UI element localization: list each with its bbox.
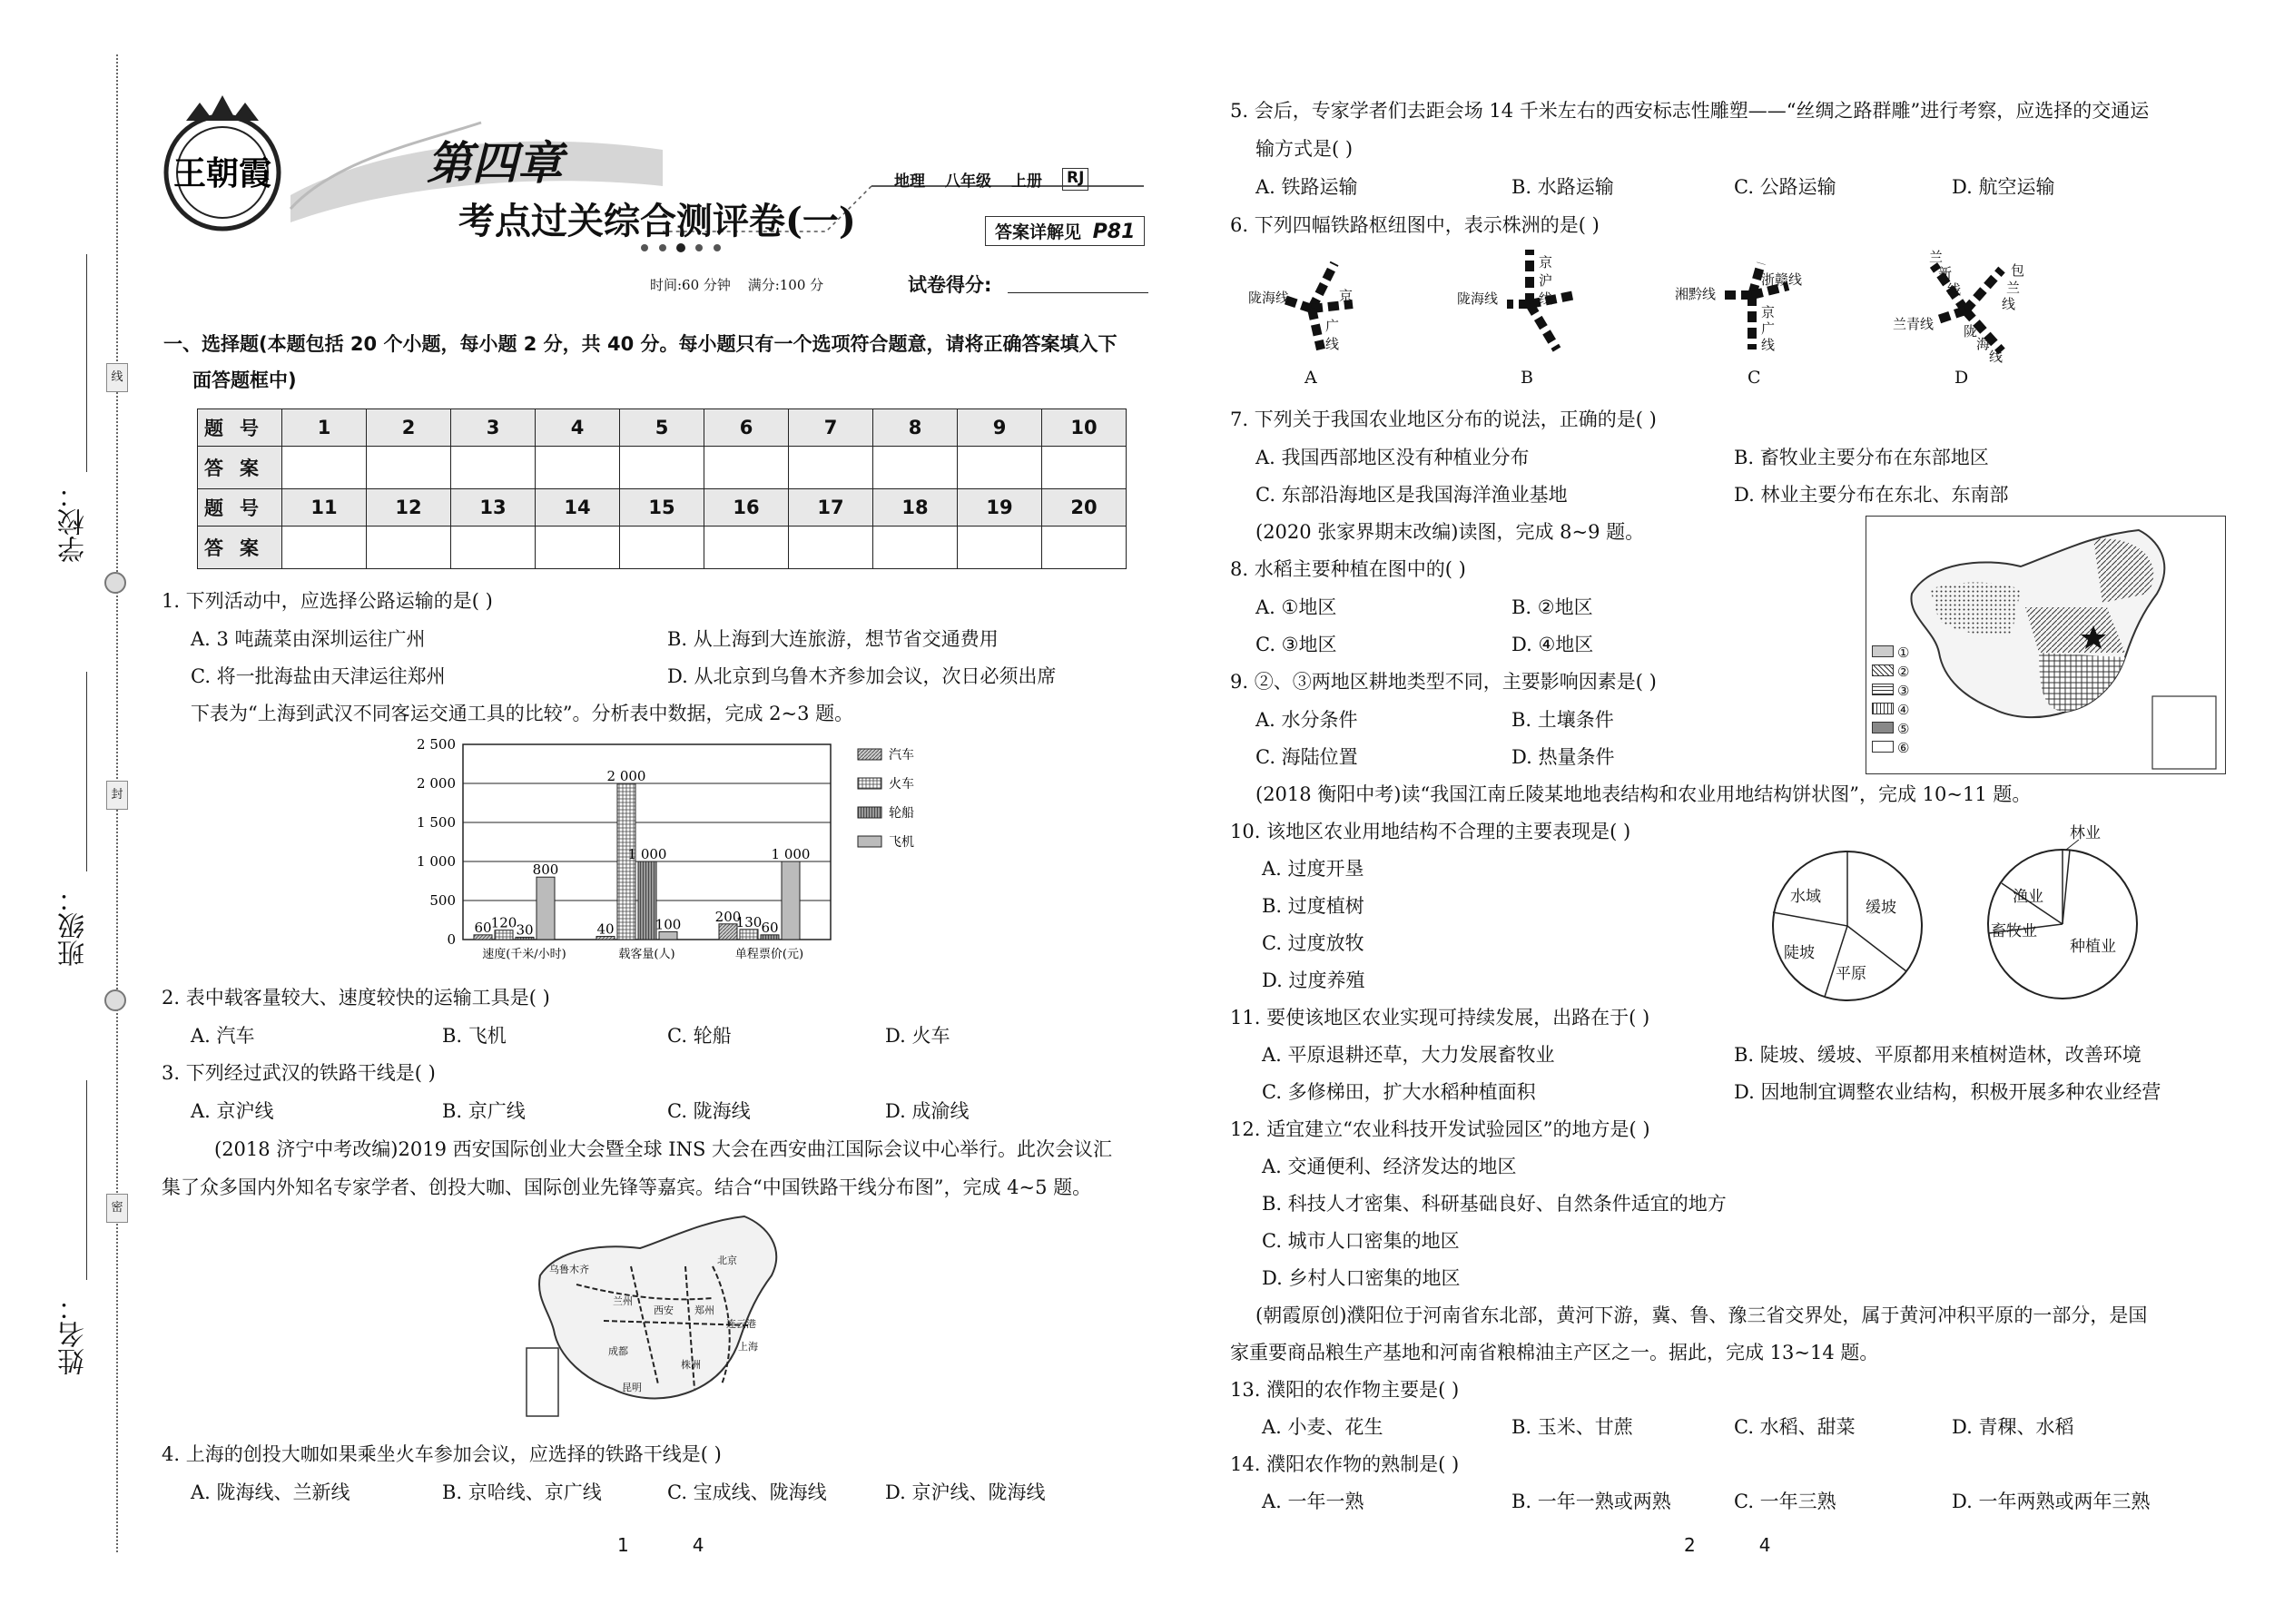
junction-lines xyxy=(1248,254,1375,363)
option-c[interactable]: C. 多修梯田，扩大水稻种植面积 xyxy=(1262,1081,1536,1103)
line-label: 兰青线 xyxy=(1893,316,1935,332)
option-c[interactable]: C. 海陆位置 xyxy=(1255,746,1358,768)
page-number xyxy=(617,1534,704,1556)
logo-icon xyxy=(168,123,286,241)
line-label: 线 xyxy=(2002,296,2016,312)
answer-cell[interactable] xyxy=(451,527,536,569)
legend-label: 飞机 xyxy=(889,835,914,850)
question-number: 14 xyxy=(536,489,620,527)
question-number: 9 xyxy=(958,409,1042,447)
pie-label: 水域 xyxy=(1790,888,1821,906)
header-decoration xyxy=(154,86,1153,295)
x-category-label: 单程票价(元) xyxy=(734,948,804,961)
table-row xyxy=(198,527,1127,569)
score-label: 试卷得分: xyxy=(908,274,992,296)
option-d[interactable]: D. 热量条件 xyxy=(1511,746,1615,768)
option-b[interactable]: B. 土壤条件 xyxy=(1511,709,1614,731)
svg-text:王朝霞: 王朝霞 xyxy=(172,154,272,192)
page-number xyxy=(1684,1534,1770,1556)
y-tick-label: 2 000 xyxy=(417,775,456,792)
table-row xyxy=(198,409,1127,447)
answer-cell[interactable] xyxy=(620,527,704,569)
option-letter: A xyxy=(1305,368,1317,388)
question-stem: 1. 下列活动中，应选择公路运输的是( ) xyxy=(162,590,493,612)
intro-13-14-cont: 家重要商品粮生产基地和河南省粮棉油主产区之一。据此，完成 13~14 题。 xyxy=(1230,1342,1879,1363)
data-label: 40 xyxy=(596,920,615,938)
legend-label: ② xyxy=(1897,664,1910,680)
page-total: 4 xyxy=(692,1534,704,1556)
option-c[interactable]: C. ③地区 xyxy=(1255,634,1337,655)
option-a[interactable]: A. 3 吨蔬菜由深圳运往广州 xyxy=(191,628,426,650)
data-label: 120 xyxy=(490,914,517,931)
class-label: 班级： xyxy=(58,885,90,967)
legend-swatch xyxy=(858,778,881,789)
option-a[interactable]: A. 小麦、花生 xyxy=(1262,1416,1383,1438)
y-tick-label: 500 xyxy=(429,892,456,909)
answer-page: P81 xyxy=(1092,221,1136,243)
volume-tag: 上册 xyxy=(1011,172,1042,191)
bar xyxy=(638,861,656,940)
option-a[interactable]: A. 陇海线、兰新线 xyxy=(191,1481,350,1503)
option-d[interactable]: D. 乡村人口密集的地区 xyxy=(1262,1267,1461,1289)
bar xyxy=(782,861,800,940)
y-tick-label: 0 xyxy=(447,931,456,948)
legend-label: ③ xyxy=(1897,683,1910,699)
answer-cell[interactable] xyxy=(536,447,620,489)
legend-item xyxy=(1872,720,1909,739)
option-b[interactable]: B. ②地区 xyxy=(1511,596,1593,618)
page-title: 考点过关综合测评卷(一) xyxy=(458,200,856,242)
option-letter: B xyxy=(1521,368,1533,388)
option-d[interactable]: D. 航空运输 xyxy=(1952,176,2055,198)
option-b[interactable]: B. 从上海到大连旅游，想节省交通费用 xyxy=(667,628,999,650)
line-label: 线 xyxy=(1539,290,1553,307)
option-a[interactable]: A. 交通便利、经济发达的地区 xyxy=(1262,1156,1517,1177)
city-label: 株洲 xyxy=(681,1359,701,1371)
line-label: 线 xyxy=(1947,281,1962,298)
option-a[interactable]: A. 京沪线 xyxy=(191,1100,274,1122)
legend-label: ① xyxy=(1897,645,1910,661)
option-c[interactable]: C. 将一批海盐由天津运往郑州 xyxy=(191,665,446,687)
line-label: 湘黔线 xyxy=(1675,286,1717,302)
pie-label: 种植业 xyxy=(2070,938,2116,956)
option-c[interactable]: C. 水稻、甜菜 xyxy=(1734,1416,1856,1438)
bar xyxy=(659,931,677,940)
data-label: 1 000 xyxy=(771,846,811,862)
legend-label: 火车 xyxy=(889,777,914,792)
option-d[interactable]: D. 一年两熟或两年三熟 xyxy=(1952,1491,2151,1512)
line-label: 陇 xyxy=(1964,323,1978,340)
question-number: 18 xyxy=(873,489,958,527)
option-a[interactable]: A. 汽车 xyxy=(191,1025,255,1047)
exam-full-score: 满分:100 分 xyxy=(747,277,824,293)
grade-tags xyxy=(894,168,1088,191)
option-a[interactable]: A. 水分条件 xyxy=(1255,709,1358,731)
answer-cell[interactable] xyxy=(282,447,367,489)
answer-cell[interactable] xyxy=(704,527,789,569)
city-label: 昆明 xyxy=(622,1382,642,1393)
city-label: 西安 xyxy=(654,1304,674,1316)
question-6-stem: 6. 下列四幅铁路枢纽图中，表示株洲的是( ) xyxy=(1230,214,1600,236)
legend-item xyxy=(1872,739,1909,758)
question-number: 16 xyxy=(704,489,789,527)
china-railway-map xyxy=(522,1212,794,1425)
line-label: 线 xyxy=(1989,349,2004,365)
question-stem: 8. 水稻主要种植在图中的( ) xyxy=(1230,558,1466,580)
option-d[interactable]: D. 因地制宜调整农业结构，积极开展多种农业经营 xyxy=(1734,1081,2161,1103)
question-number: 13 xyxy=(451,489,536,527)
option-b[interactable]: B. 水路运输 xyxy=(1511,176,1614,198)
pie-shape xyxy=(1984,820,2142,1001)
option-b[interactable]: B. 过度植树 xyxy=(1262,895,1364,917)
binding-ring-icon xyxy=(104,989,126,1011)
option-c[interactable]: C. 一年三熟 xyxy=(1734,1491,1836,1512)
answer-cell[interactable] xyxy=(704,447,789,489)
table-row xyxy=(198,489,1127,527)
question-stem: 11. 要使该地区农业实现可持续发展，出路在于( ) xyxy=(1230,1007,1650,1029)
question-stem: 13. 濮阳的农作物主要是( ) xyxy=(1230,1379,1460,1401)
question-number: 6 xyxy=(704,409,789,447)
legend-label: ⑤ xyxy=(1897,721,1910,737)
bar xyxy=(537,877,555,940)
option-c[interactable]: C. 轮船 xyxy=(667,1025,732,1047)
pie-label: 林业 xyxy=(2070,824,2101,842)
option-a[interactable]: A. ①地区 xyxy=(1255,596,1337,618)
option-a[interactable]: A. 我国西部地区没有种植业分布 xyxy=(1255,447,1530,468)
option-c[interactable]: C. 东部沿海地区是我国海洋渔业基地 xyxy=(1255,484,1568,506)
answer-cell[interactable] xyxy=(873,447,958,489)
line-label: 广 xyxy=(1325,318,1340,334)
section-heading-cont: 面答题框中) xyxy=(192,369,297,391)
question-stem: 5. 会后，专家学者们去距会场 14 千米左右的西安标志性雕塑——“丝绸之路群雕”进行考察，应选择的交通运 xyxy=(1230,100,2150,122)
score-field[interactable] xyxy=(1008,292,1148,293)
intro-8-9: (2020 张家界期末改编)读图，完成 8~9 题。 xyxy=(1255,521,1645,543)
y-tick-label: 1 500 xyxy=(417,814,456,831)
x-category-label: 载客量(人) xyxy=(618,948,675,961)
data-label: 30 xyxy=(516,921,534,939)
question-number: 8 xyxy=(873,409,958,447)
line-label: 线 xyxy=(1325,336,1340,352)
question-number: 7 xyxy=(789,409,873,447)
legend-item xyxy=(1872,682,1909,701)
intro-4-5-cont: 集了众多国内外知名专家学者、创投大咖、国际创业先锋等嘉宾。结合“中国铁路干线分布图”，完成 4~5 题。 xyxy=(162,1176,1092,1198)
junction-diagram-b[interactable] xyxy=(1457,245,1602,390)
legend-swatch xyxy=(858,836,881,847)
data-label: 60 xyxy=(761,919,779,936)
option-a[interactable]: A. 平原退耕还草，大力发展畜牧业 xyxy=(1262,1044,1555,1066)
city-label: 乌鲁木齐 xyxy=(549,1264,589,1275)
question-stem: 3. 下列经过武汉的铁路干线是( ) xyxy=(162,1062,436,1084)
data-label: 60 xyxy=(474,919,492,936)
question-number: 15 xyxy=(620,489,704,527)
name-label: 姓名： xyxy=(58,1294,90,1375)
answer-cell[interactable] xyxy=(789,527,873,569)
option-c[interactable]: C. 过度放牧 xyxy=(1262,932,1364,954)
intro-4-5: (2018 济宁中考改编)2019 西安国际创业大会暨全球 INS 大会在西安曲江国际会议中心举行。此次会议汇 xyxy=(214,1138,1113,1160)
legend-label: ④ xyxy=(1897,702,1910,718)
page-current: 2 xyxy=(1684,1534,1696,1556)
pie-label: 畜牧业 xyxy=(1991,922,2037,940)
question-stem: 14. 濮阳农作物的熟制是( ) xyxy=(1230,1453,1460,1475)
pie-label: 渔业 xyxy=(2013,888,2043,906)
line-label: 京 xyxy=(1761,304,1776,320)
junction-diagram-d[interactable] xyxy=(1893,247,2043,390)
question-stem: 2. 表中载客量较大、速度较快的运输工具是( ) xyxy=(162,987,550,1009)
option-b[interactable]: B. 一年一熟或两熟 xyxy=(1511,1491,1671,1512)
intro-10-11: (2018 衡阳中考)读“我国江南丘陵某地地表结构和农业用地结构饼状图”，完成 10~11 题。 xyxy=(1255,783,2032,805)
answer-cell[interactable] xyxy=(282,527,367,569)
answer-reference xyxy=(985,216,1145,246)
line-label: 线 xyxy=(1761,337,1776,353)
data-label: 130 xyxy=(735,913,763,930)
bar xyxy=(740,930,758,940)
city-label: 兰州 xyxy=(613,1295,633,1307)
option-c[interactable]: C. 城市人口密集的地区 xyxy=(1262,1230,1460,1252)
data-label: 1 000 xyxy=(627,846,667,862)
data-label: 200 xyxy=(714,908,742,925)
answer-cell[interactable] xyxy=(958,527,1042,569)
option-letter: C xyxy=(1748,368,1761,388)
question-stem: 7. 下列关于我国农业地区分布的说法，正确的是( ) xyxy=(1230,408,1657,430)
question-number: 20 xyxy=(1042,489,1127,527)
transport-bar-chart xyxy=(399,735,980,971)
legend-item xyxy=(1872,644,1909,663)
x-category-label: 速度(千米/小时) xyxy=(482,948,566,961)
seal-mark: 线 xyxy=(106,363,128,392)
option-b[interactable]: B. 科技人才密集、科研基础良好、自然条件适宜的地方 xyxy=(1262,1193,1727,1215)
line-label: 新 xyxy=(1938,265,1953,281)
map-legend xyxy=(1872,644,1909,758)
bar xyxy=(495,930,513,940)
question-number: 11 xyxy=(282,489,367,527)
answer-cell[interactable] xyxy=(1042,527,1127,569)
question-stem: 4. 上海的创投大咖如果乘坐火车参加会议，应选择的铁路干线是( ) xyxy=(162,1443,722,1465)
option-b[interactable]: B. 飞机 xyxy=(442,1025,507,1047)
intro-13-14: (朝霞原创)濮阳位于河南省东北部，黄河下游，冀、鲁、豫三省交界处，属于黄河冲积平原的一部分，是国 xyxy=(1255,1304,2148,1326)
china-agriculture-map xyxy=(1866,516,2226,774)
option-a[interactable]: A. 过度开垦 xyxy=(1262,858,1364,880)
pie-label: 陡坡 xyxy=(1784,944,1815,962)
option-c[interactable]: C. 宝成线、陇海线 xyxy=(667,1481,827,1503)
option-b[interactable]: B. 京哈线、京广线 xyxy=(442,1481,602,1503)
legend-label: 轮船 xyxy=(889,806,914,821)
exam-time: 时间:60 分钟 xyxy=(650,277,731,293)
terrain-pie-chart xyxy=(1770,849,1925,1003)
answer-ref-text: 答案详解见 xyxy=(995,222,1082,242)
option-letter: D xyxy=(1954,368,1969,388)
question-number: 17 xyxy=(789,489,873,527)
option-a[interactable]: A. 一年一熟 xyxy=(1262,1491,1364,1512)
question-number-header: 题号 xyxy=(198,489,282,527)
option-c[interactable]: C. 公路运输 xyxy=(1734,176,1836,198)
line-label: 沪 xyxy=(1539,272,1553,289)
land-use-pie-chart xyxy=(1984,820,2142,1001)
option-d[interactable]: D. 林业主要分布在东北、东南部 xyxy=(1734,484,2009,506)
option-b[interactable]: B. 京广线 xyxy=(442,1100,526,1122)
option-d[interactable]: D. 过度养殖 xyxy=(1262,969,1365,991)
option-d[interactable]: D. 青稞、水稻 xyxy=(1952,1416,2074,1438)
city-label: 成都 xyxy=(608,1345,628,1357)
city-label: 连云港 xyxy=(726,1318,756,1330)
y-tick-label: 1 000 xyxy=(417,853,456,870)
subject-tag: 地理 xyxy=(894,172,925,191)
answer-cell[interactable] xyxy=(536,527,620,569)
option-d[interactable]: D. 火车 xyxy=(885,1025,950,1047)
pie-label: 平原 xyxy=(1836,965,1866,983)
edition-tag: RJ xyxy=(1062,168,1088,191)
legend-label: ⑥ xyxy=(1897,740,1910,756)
intro-2-3: 下表为“上海到武汉不同客运交通工具的比较”。分析表中数据，完成 2~3 题。 xyxy=(191,703,854,724)
city-label: 上海 xyxy=(738,1341,758,1353)
answer-cell[interactable] xyxy=(367,527,451,569)
option-d[interactable]: D. 从北京到乌鲁木齐参加会议，次日必须出席 xyxy=(667,665,1057,687)
answer-cell[interactable] xyxy=(1042,447,1127,489)
question-stem: 10. 该地区农业用地结构不合理的主要表现是( ) xyxy=(1230,821,1631,842)
data-label: 2 000 xyxy=(606,768,646,784)
grade-tag: 八年级 xyxy=(945,172,991,191)
option-b[interactable]: B. 陡坡、缓坡、平原都用来植树造林，改善环境 xyxy=(1734,1044,2141,1066)
legend-swatch xyxy=(858,749,881,760)
answer-table xyxy=(197,408,1127,569)
question-stem: 12. 适宜建立“农业科技开发试验园区”的地方是( ) xyxy=(1230,1118,1650,1140)
option-b[interactable]: B. 玉米、甘蔗 xyxy=(1511,1416,1633,1438)
map-outline xyxy=(1866,517,2225,773)
line-label: 海 xyxy=(1976,336,1991,352)
bar xyxy=(719,924,737,940)
junction-diagram-a[interactable] xyxy=(1248,254,1375,390)
school-label: 学校： xyxy=(58,481,90,563)
answer-cell[interactable] xyxy=(451,447,536,489)
answer-cell[interactable] xyxy=(789,447,873,489)
legend-label: 汽车 xyxy=(889,748,914,763)
question-number: 10 xyxy=(1042,409,1127,447)
line-label: 浙赣线 xyxy=(1761,271,1803,288)
seal-mark: 封 xyxy=(106,781,128,810)
option-d[interactable]: D. 成渝线 xyxy=(885,1100,970,1122)
question-number: 1 xyxy=(282,409,367,447)
page-current: 1 xyxy=(617,1534,629,1556)
option-a[interactable]: A. 铁路运输 xyxy=(1255,176,1358,198)
seal-mark: 密 xyxy=(106,1194,128,1223)
question-number: 19 xyxy=(958,489,1042,527)
option-d[interactable]: D. 京沪线、陇海线 xyxy=(885,1481,1046,1503)
line-label: 陇海线 xyxy=(1248,290,1290,306)
answer-cell[interactable] xyxy=(367,447,451,489)
legend-item xyxy=(1872,701,1909,720)
option-c[interactable]: C. 陇海线 xyxy=(667,1100,751,1122)
answer-header: 答案 xyxy=(198,527,282,569)
question-number: 2 xyxy=(367,409,451,447)
section-heading: 一、选择题(本题包括 20 个小题，每小题 2 分，共 40 分。每小题只有一个选项符合题意，请将正确答案填入下 xyxy=(163,333,1117,355)
pie-label: 缓坡 xyxy=(1866,899,1896,917)
question-stem: 9. ②、③两地区耕地类型不同，主要影响因素是( ) xyxy=(1230,671,1657,693)
question-number-header: 题号 xyxy=(198,409,282,447)
answer-cell[interactable] xyxy=(620,447,704,489)
line-label: 兰 xyxy=(2006,280,2021,296)
data-label: 800 xyxy=(532,861,559,879)
question-number: 3 xyxy=(451,409,536,447)
junction-diagram-c[interactable] xyxy=(1675,259,1820,390)
page-total: 4 xyxy=(1758,1534,1771,1556)
data-label: 100 xyxy=(655,916,682,933)
y-tick-label: 2 500 xyxy=(417,736,456,753)
class-field[interactable] xyxy=(86,672,87,871)
chapter-title: 第四章 xyxy=(427,137,563,190)
name-field[interactable] xyxy=(86,1080,87,1280)
line-label: 广 xyxy=(1761,320,1776,337)
answer-cell[interactable] xyxy=(873,527,958,569)
option-b[interactable]: B. 畜牧业主要分布在东部地区 xyxy=(1734,447,1989,468)
line-label: 京 xyxy=(1339,288,1354,304)
binding-ring-icon xyxy=(104,572,126,594)
city-label: 郑州 xyxy=(694,1304,714,1316)
answer-cell[interactable] xyxy=(958,447,1042,489)
line-label: 京 xyxy=(1539,254,1553,271)
answer-header: 答案 xyxy=(198,447,282,489)
question-stem-cont: 输方式是( ) xyxy=(1255,138,1354,160)
legend-swatch xyxy=(858,807,881,818)
line-label: 陇海线 xyxy=(1457,290,1499,307)
question-number: 5 xyxy=(620,409,704,447)
table-row xyxy=(198,447,1127,489)
exam-meta xyxy=(650,275,823,294)
line-label: 包 xyxy=(2011,262,2025,279)
question-number: 4 xyxy=(536,409,620,447)
city-label: 北京 xyxy=(717,1255,737,1266)
question-number: 12 xyxy=(367,489,451,527)
line-label: 兰 xyxy=(1929,249,1944,265)
option-d[interactable]: D. ④地区 xyxy=(1511,634,1594,655)
school-field[interactable] xyxy=(86,254,87,472)
legend-item xyxy=(1872,663,1909,682)
